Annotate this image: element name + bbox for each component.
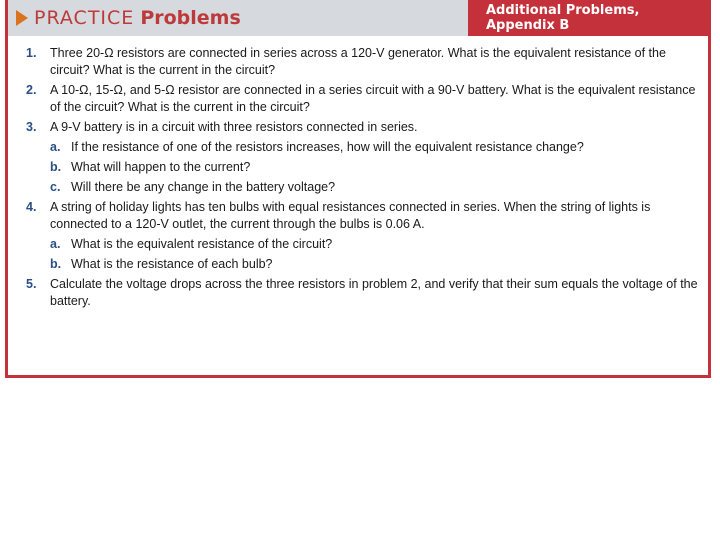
problems-list (8, 36, 708, 310)
problem-number: 3. (26, 120, 37, 134)
sub-question-text: What will happen to the current? (71, 160, 251, 174)
problem-number: 1. (26, 46, 37, 60)
sub-question-letter: a. (50, 237, 61, 251)
additional-problems-label: Additional Problems, Appendix B (486, 3, 640, 33)
header-title-problems: Problems (140, 7, 241, 29)
problem-text: A 10-Ω, 15-Ω, and 5-Ω resistor are connected in a series circuit with a 90-V battery. What is the equivalent resistance of the circuit? What is the current in the circuit? (50, 83, 696, 114)
problem-item (26, 45, 698, 79)
sub-question (50, 256, 698, 273)
problem-text: Calculate the voltage drops across the three resistors in problem 2, and verify that their sum equals the voltage of the battery. (50, 277, 698, 308)
sub-question-text: Will there be any change in the battery voltage? (71, 180, 336, 194)
sub-question (50, 236, 698, 253)
problem-item (26, 82, 698, 116)
triangle-arrow-icon (16, 10, 28, 26)
sub-question (50, 179, 698, 196)
problem-text: A 9-V battery is in a circuit with three resistors connected in series. (50, 120, 418, 134)
sub-question-letter: b. (50, 160, 62, 174)
sub-question-text: What is the resistance of each bulb? (71, 257, 273, 271)
problem-number: 2. (26, 83, 37, 97)
sub-question-letter: a. (50, 140, 61, 154)
problem-item (26, 199, 698, 233)
sub-question-letter: c. (50, 180, 61, 194)
header-title-area (8, 0, 468, 36)
sub-question-text: If the resistance of one of the resistors increases, how will the equivalent resistance change? (71, 140, 584, 154)
problem-number: 4. (26, 200, 37, 214)
problem-number: 5. (26, 277, 37, 291)
sub-question-letter: b. (50, 257, 62, 271)
header-title-practice: PRACTICE (34, 7, 135, 29)
problem-item (26, 276, 698, 310)
sub-question (50, 159, 698, 176)
additional-problems-banner (468, 0, 708, 36)
sub-question (50, 139, 698, 156)
problem-text: Three 20-Ω resistors are connected in series across a 120-V generator. What is the equivalent resistance of the circuit? What is the current in the circuit? (50, 46, 666, 77)
problem-item (26, 119, 698, 136)
panel-header (8, 0, 708, 36)
practice-problems-panel (5, 0, 711, 378)
problem-text: A string of holiday lights has ten bulbs with equal resistances connected in series. When the string of lights is connected to a 120-V outlet, the current through the bulbs is 0.06 A. (50, 200, 651, 231)
sub-question-text: What is the equivalent resistance of the circuit? (71, 237, 333, 251)
